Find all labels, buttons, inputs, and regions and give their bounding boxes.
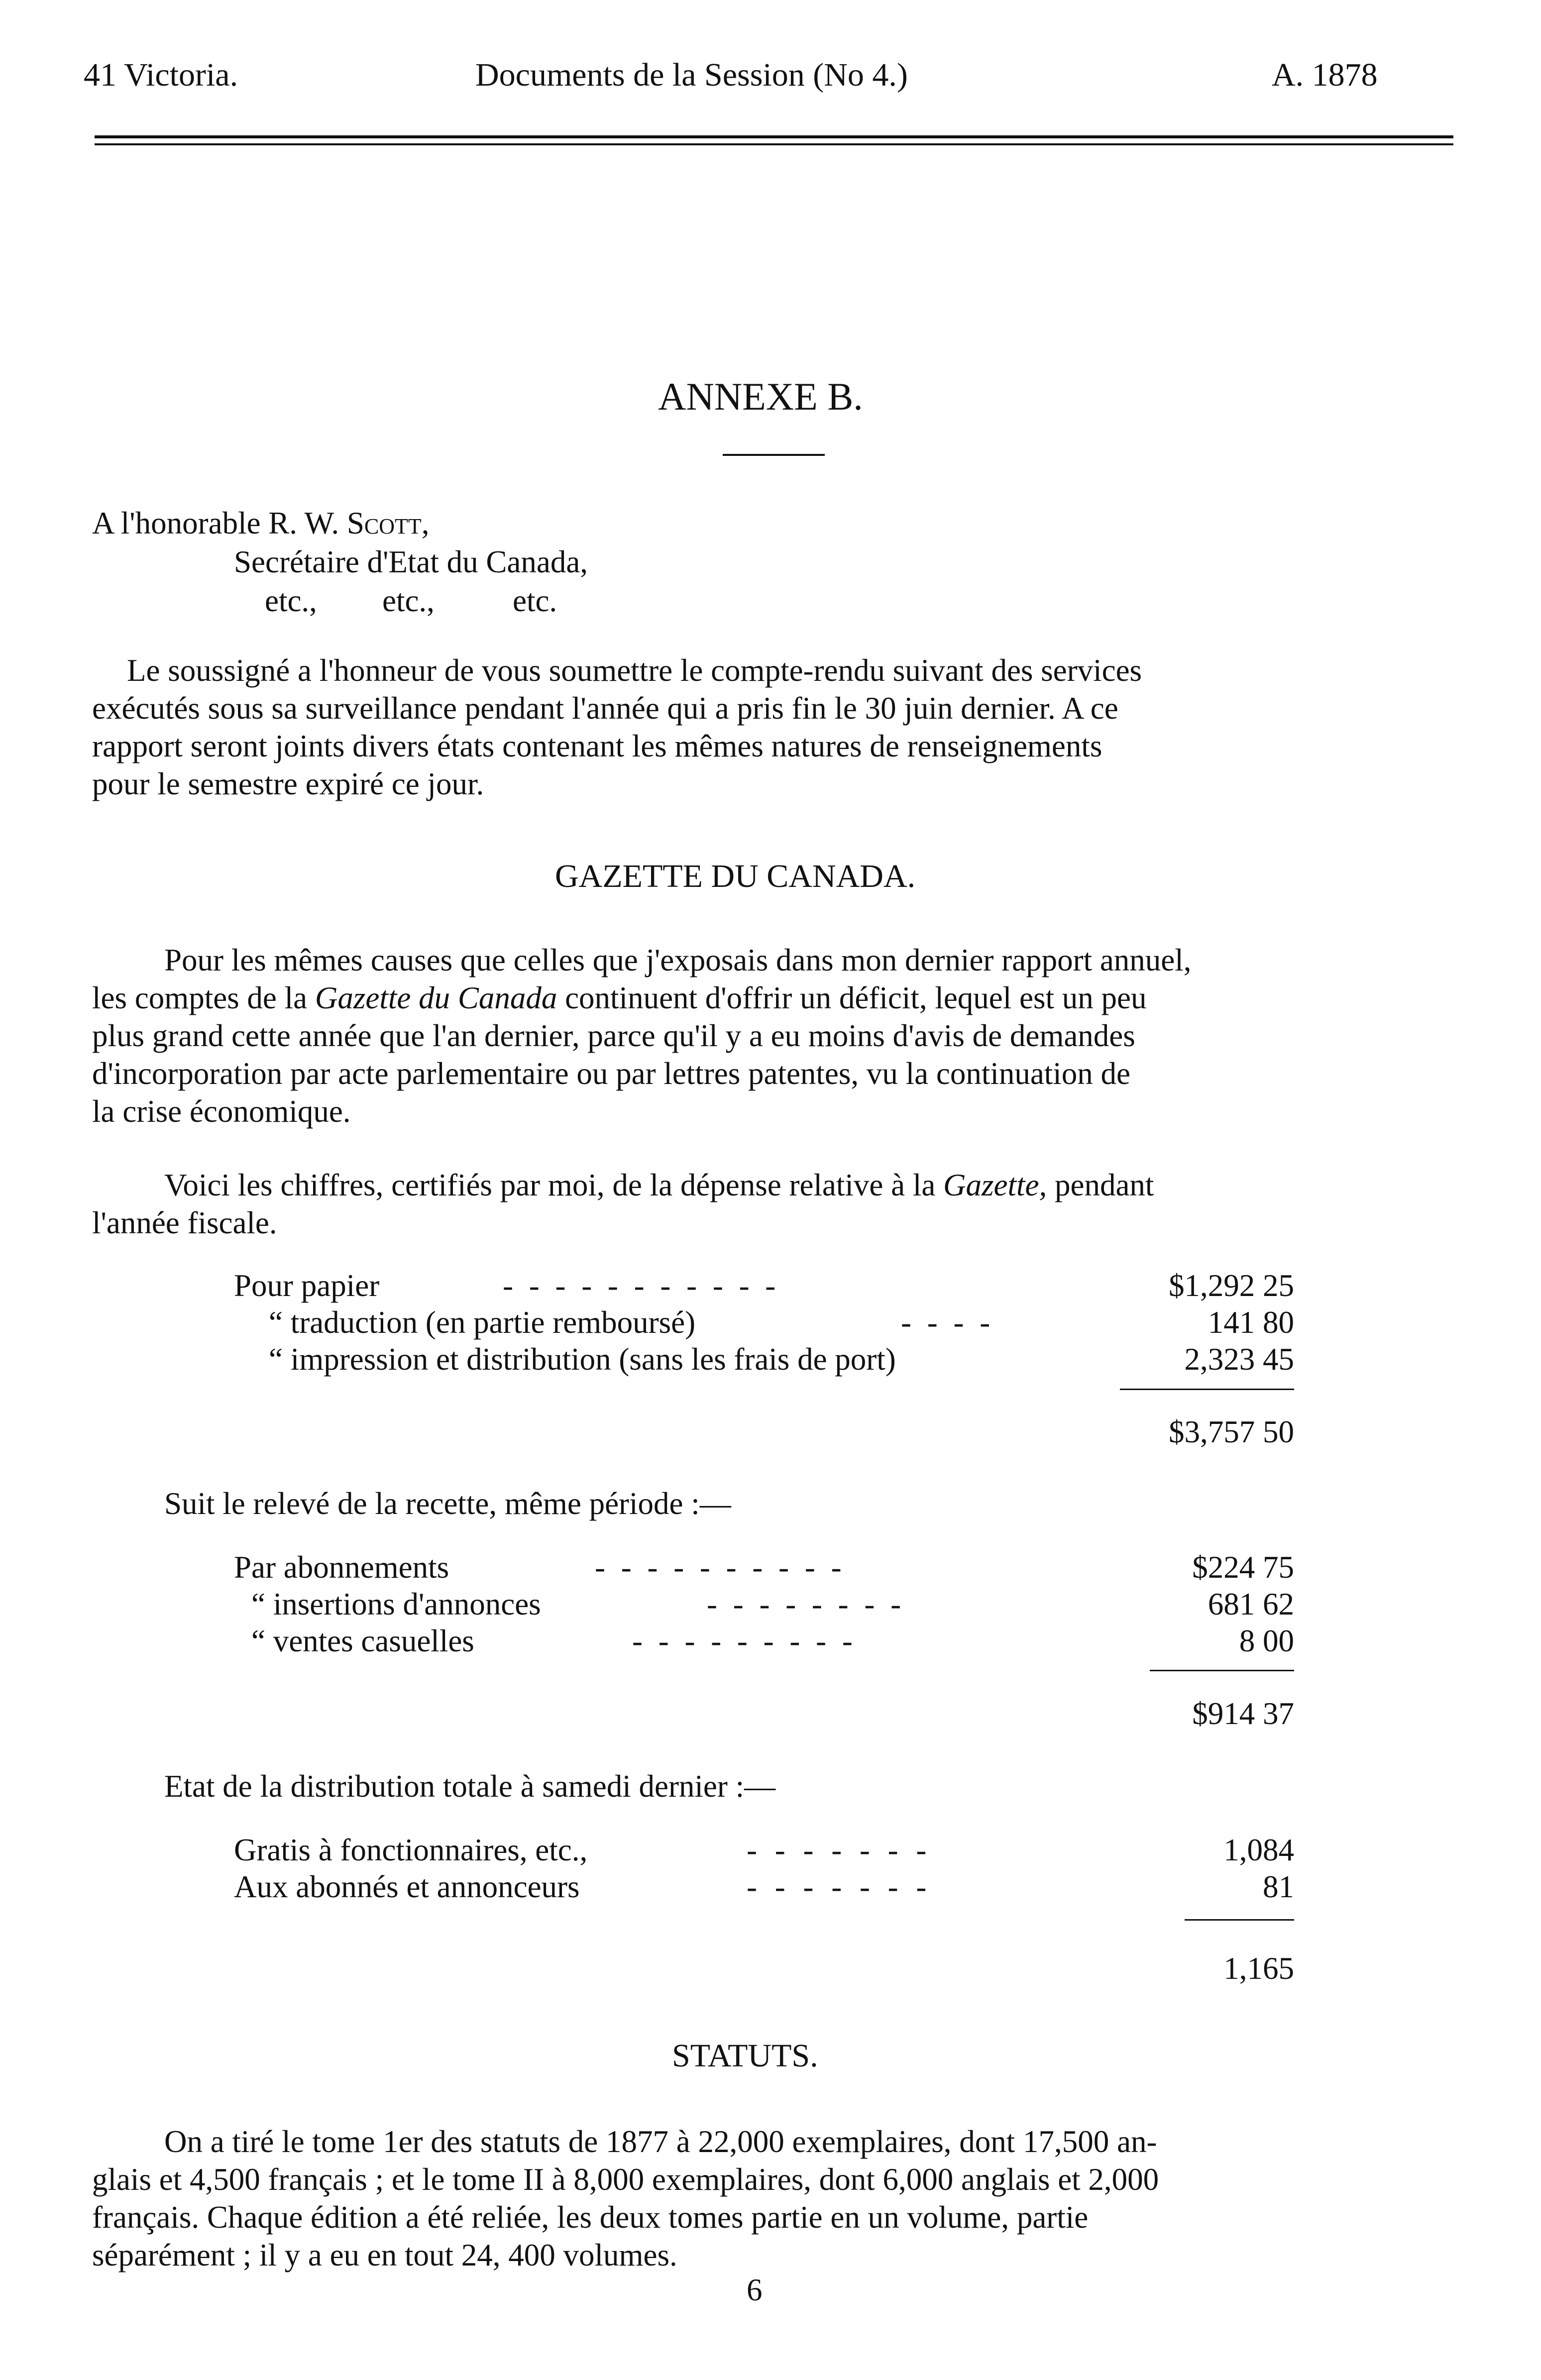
receipts-sum-rule [1150, 1670, 1294, 1671]
expense-amount-2: 141 80 [1208, 1305, 1294, 1340]
address-etc-1: etc., [265, 583, 317, 618]
distribution-label-2: Aux abonnés et annonceurs [234, 1869, 580, 1904]
receipt-label-3: “ ventes casuelles [251, 1623, 474, 1658]
expense-leader-2: - - - - [901, 1305, 994, 1340]
gazette-heading: GAZETTE DU CANADA. [555, 858, 916, 894]
header-right: A. 1878 [1272, 57, 1378, 93]
gazette-para2-italic: Gazette, [943, 1168, 1047, 1202]
header-left: 41 Victoria. [84, 57, 238, 93]
expenses-total: $3,757 50 [1169, 1414, 1294, 1449]
intro-line-1: Le soussigné a l'honneur de vous soumettre le compte-rendu suivant des services [127, 653, 1142, 688]
address-line-1 [92, 508, 430, 539]
receipt-amount-2: 681 62 [1208, 1587, 1294, 1622]
gazette-para1-line-5: la crise économique. [92, 1094, 351, 1129]
statuts-line-2: glais et 4,500 français ; et le tome II à 8,000 exemplaires, dont 6,000 anglais et 2,000 [92, 2162, 1159, 2197]
distribution-amount-1: 1,084 [1223, 1833, 1294, 1867]
expense-label-2: “ traduction (en partie remboursé) [269, 1305, 696, 1340]
intro-line-2: exécutés sous sa surveillance pendant l'année qui a pris fin le 30 juin dernier. A ce [92, 691, 1118, 726]
receipt-label-1: Par abonnements [234, 1550, 449, 1585]
header-rule-bottom [95, 143, 1453, 145]
page-title: ANNEXE B. [658, 375, 863, 418]
expenses-sum-rule [1120, 1389, 1294, 1390]
title-rule [723, 454, 825, 456]
receipt-label-2: “ insertions d'annonces [251, 1587, 541, 1622]
gazette-para2-line-1 [164, 1170, 1154, 1201]
address-name: Scott, [346, 506, 430, 541]
distribution-sum-rule [1185, 1919, 1294, 1921]
expense-amount-3: 2,323 45 [1184, 1342, 1294, 1377]
intro-line-4: pour le semestre expiré ce jour. [92, 766, 484, 801]
receipt-leader-1: - - - - - - - - - - [595, 1550, 846, 1585]
header-center: Documents de la Session (No 4.) [475, 57, 908, 93]
gazette-title-italic: Gazette du Canada [315, 980, 557, 1015]
expense-label-1: Pour papier [234, 1268, 380, 1303]
statuts-heading: STATUTS. [672, 2038, 818, 2074]
address-etc-3: etc. [513, 583, 557, 618]
expense-label-3: “ impression et distribution (sans les frais de port) [269, 1342, 896, 1377]
distribution-total: 1,165 [1223, 1951, 1294, 1986]
intro-line-3: rapport seront joints divers états contenant les mêmes natures de renseignements [92, 729, 1102, 763]
receipt-amount-3: 8 00 [1239, 1623, 1294, 1658]
distribution-label-1: Gratis à fonctionnaires, etc., [234, 1833, 588, 1867]
gazette-para1-line-1: Pour les mêmes causes que celles que j'exposais dans mon dernier rapport annuel, [164, 943, 1192, 977]
statuts-line-1: On a tiré le tome 1er des statuts de 1877 à 22,000 exemplaires, dont 17,500 an- [164, 2124, 1157, 2159]
page-number: 6 [747, 2272, 763, 2307]
address-etc-2: etc., [382, 583, 435, 618]
receipt-amount-1: $224 75 [1192, 1550, 1294, 1585]
gazette-para1-line-4: d'incorporation par acte parlementaire ou par lettres patentes, vu la continuation de [92, 1056, 1131, 1091]
address-line-2: Secrétaire d'Etat du Canada, [234, 544, 588, 579]
expense-leader-1: - - - - - - - - - - - [503, 1268, 780, 1303]
receipt-leader-2: - - - - - - - - [707, 1587, 905, 1622]
gazette-para1-line-3: plus grand cette année que l'an dernier, parce qu'il y a eu moins d'avis de demandes [92, 1018, 1135, 1053]
distribution-amount-2: 81 [1263, 1869, 1294, 1904]
statuts-line-4: séparément ; il y a eu en tout 24, 400 volumes. [92, 2238, 677, 2272]
distribution-intro: Etat de la distribution totale à samedi dernier :— [164, 1769, 776, 1804]
distribution-leader-1: - - - - - - - [747, 1833, 932, 1867]
expense-amount-1: $1,292 25 [1169, 1268, 1294, 1303]
statuts-line-3: français. Chaque édition a été reliée, les deux tomes partie en un volume, partie [92, 2200, 1089, 2235]
distribution-leader-2: - - - - - - - [747, 1869, 932, 1904]
header-rule-top [95, 135, 1453, 138]
gazette-para2-line-2: l'année fiscale. [92, 1205, 277, 1240]
address-prefix: A l'honorable R. W. [92, 506, 339, 541]
receipt-leader-3: - - - - - - - - - [632, 1623, 857, 1658]
gazette-para2-text-a: Voici les chiffres, certifiés par moi, de la dépense relative à la [164, 1168, 936, 1202]
receipts-total: $914 37 [1192, 1696, 1294, 1731]
gazette-para2-text-b: pendant [1055, 1168, 1154, 1202]
gazette-para1-text-a: les comptes de la [92, 980, 308, 1015]
receipts-intro: Suit le relevé de la recette, même période :— [164, 1486, 731, 1521]
gazette-para1-text-b: continuent d'offrir un déficit, lequel est un peu [565, 980, 1147, 1015]
gazette-para1-line-2 [92, 982, 1146, 1014]
